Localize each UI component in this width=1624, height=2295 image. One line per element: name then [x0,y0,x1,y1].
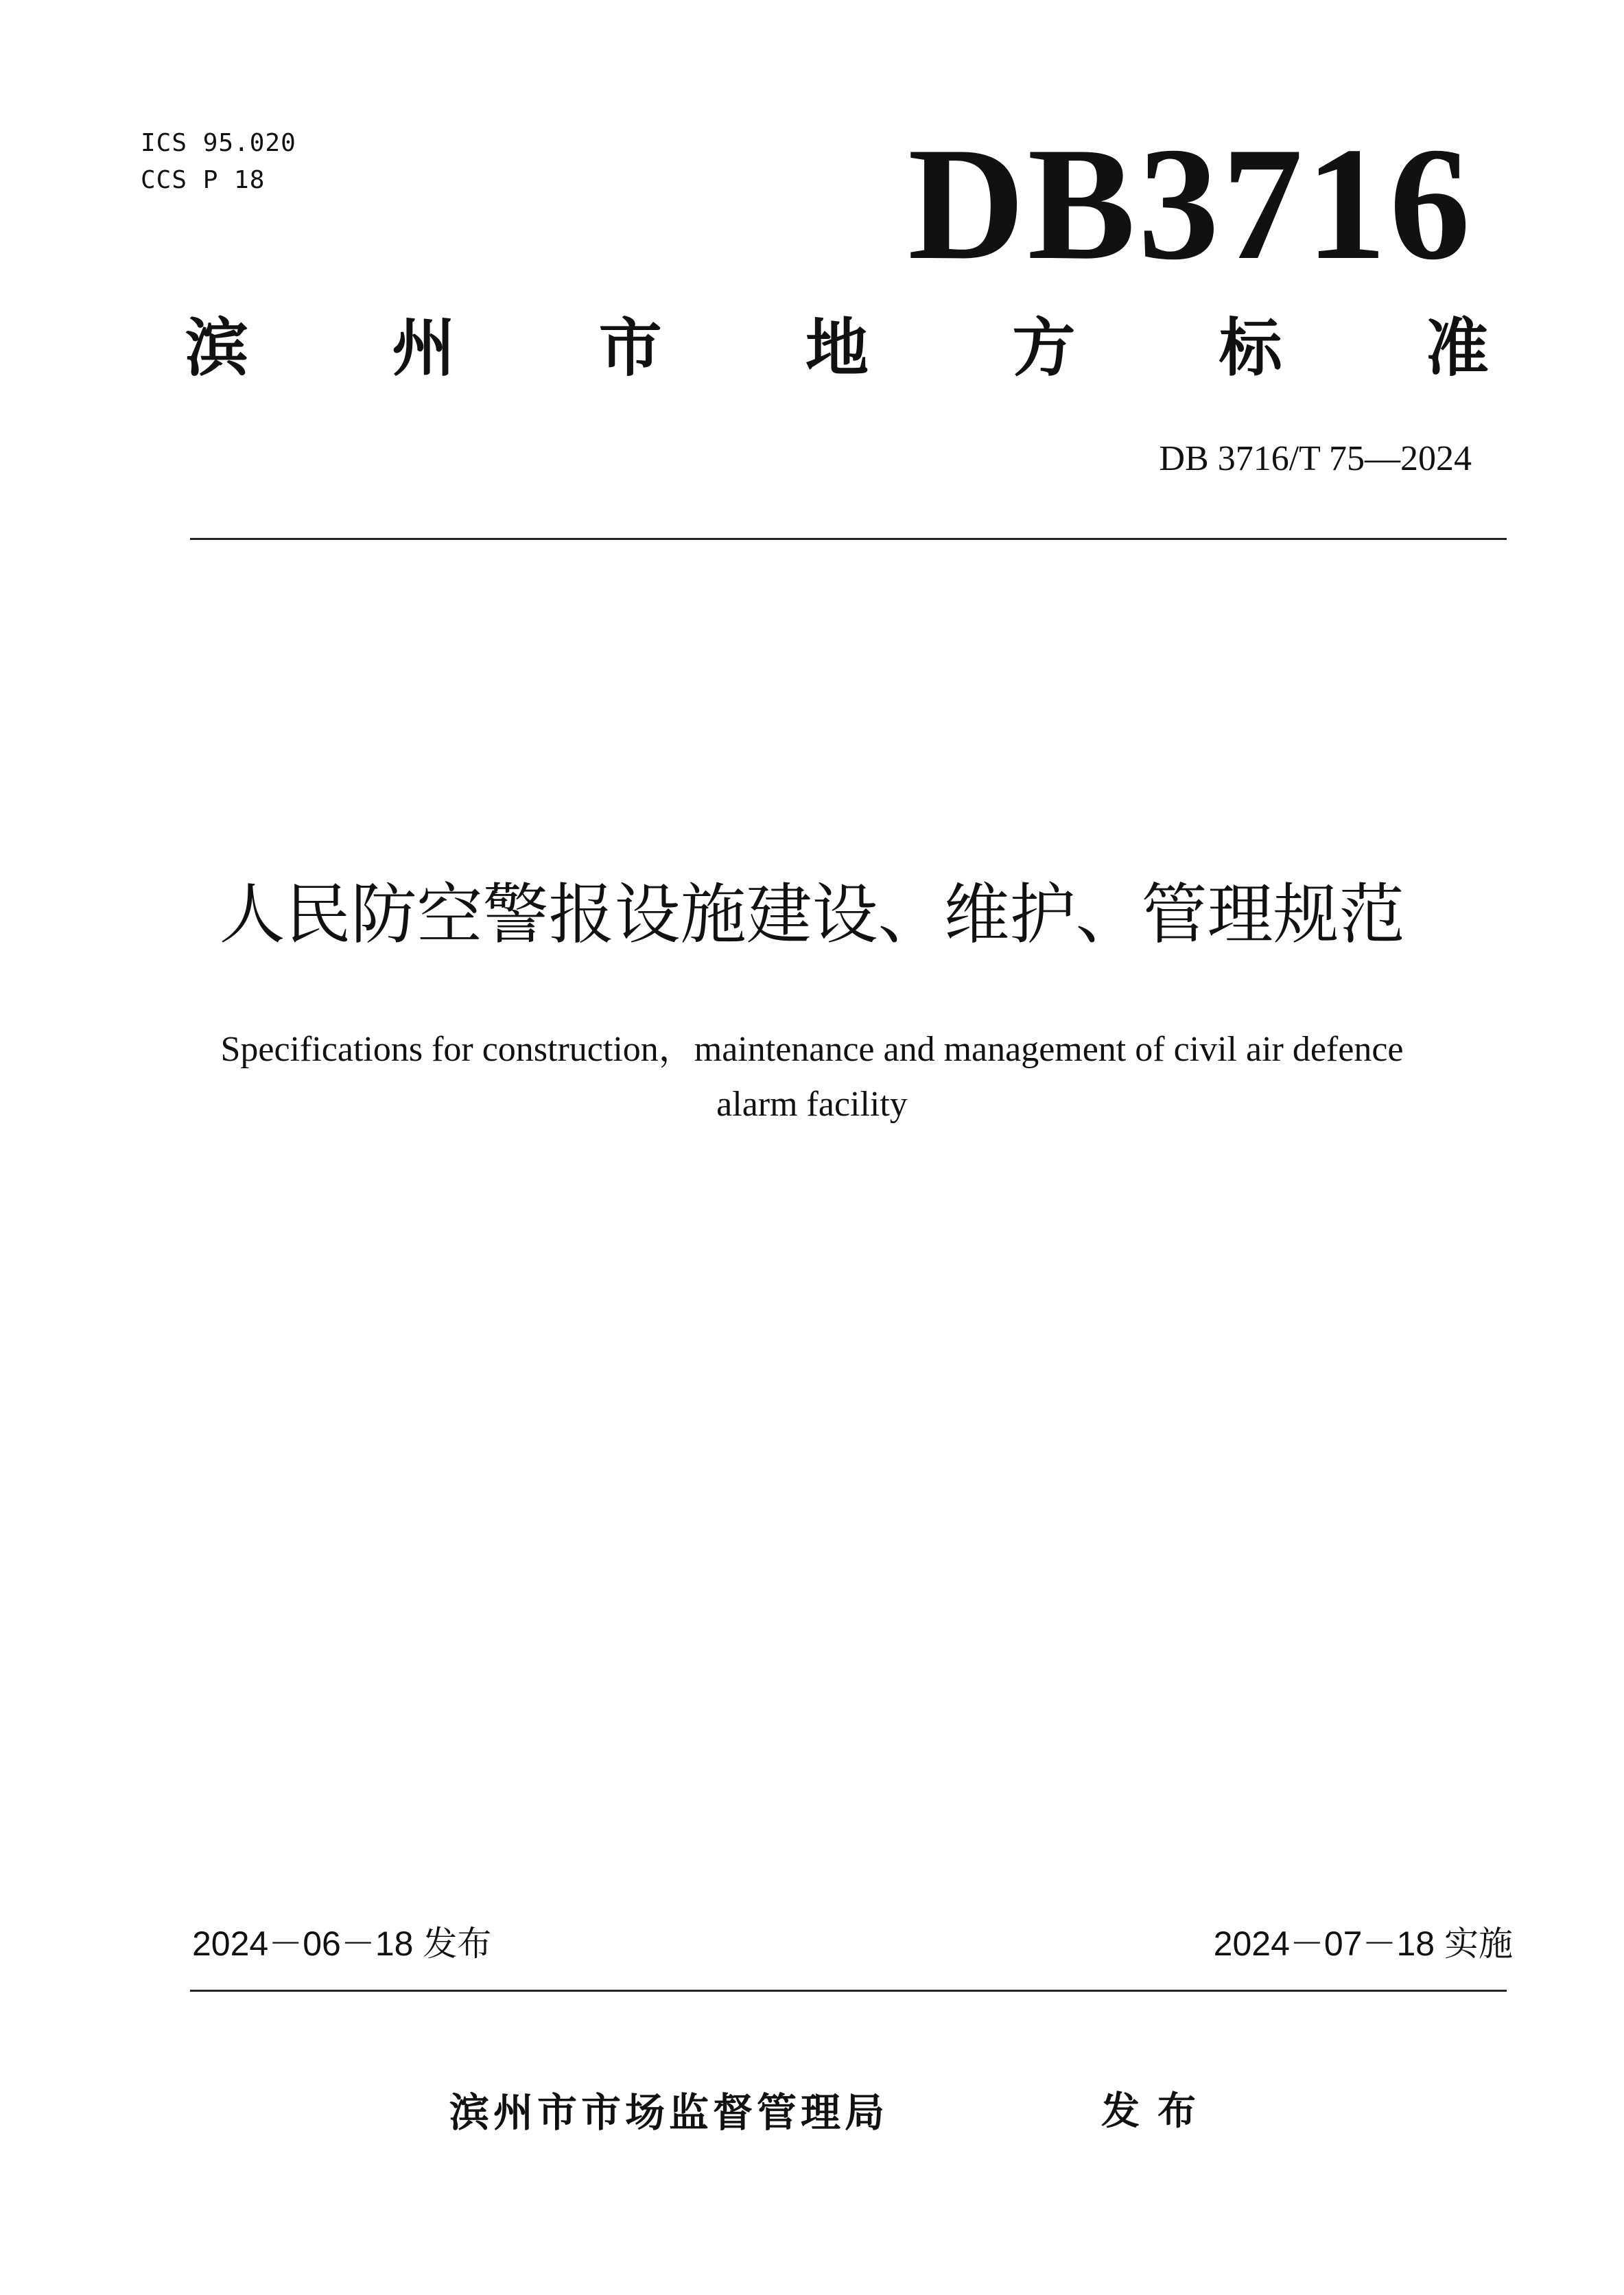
standard-type-char: 滨 [185,311,249,385]
title-en-line: alarm facility [716,1085,908,1124]
standard-type-heading [185,311,1489,385]
header-divider [190,538,1507,540]
document-title-en [165,1022,1459,1132]
document-title-cn: 人民防空警报设施建设、维护、管理规范 [219,876,1405,953]
ccs-code: CCS P 18 [141,166,266,194]
issue-date: 2024－06－18 发布 [192,1925,492,1963]
ics-code: ICS 95.020 [141,129,296,157]
standard-type-char: 地 [805,311,869,385]
standard-type-char: 市 [598,311,662,385]
title-en-line: Specifications for construction，maintenance and management of civil air defence [220,1030,1404,1069]
standard-number: DB 3716/T 75—2024 [1159,439,1472,478]
footer-divider [190,1990,1507,1992]
standard-type-char: 标 [1219,311,1282,385]
implementation-date: 2024－07－18 实施 [1213,1925,1513,1963]
standard-type-char: 准 [1425,311,1489,385]
classification-codes [141,125,296,199]
issuer-action: 发布 [1101,2089,1214,2134]
standard-type-char: 方 [1012,311,1076,385]
standard-code-logo: DB3716 [908,115,1473,294]
standard-type-char: 州 [392,311,456,385]
issuing-authority: 滨州市市场监督管理局 [449,2089,889,2136]
